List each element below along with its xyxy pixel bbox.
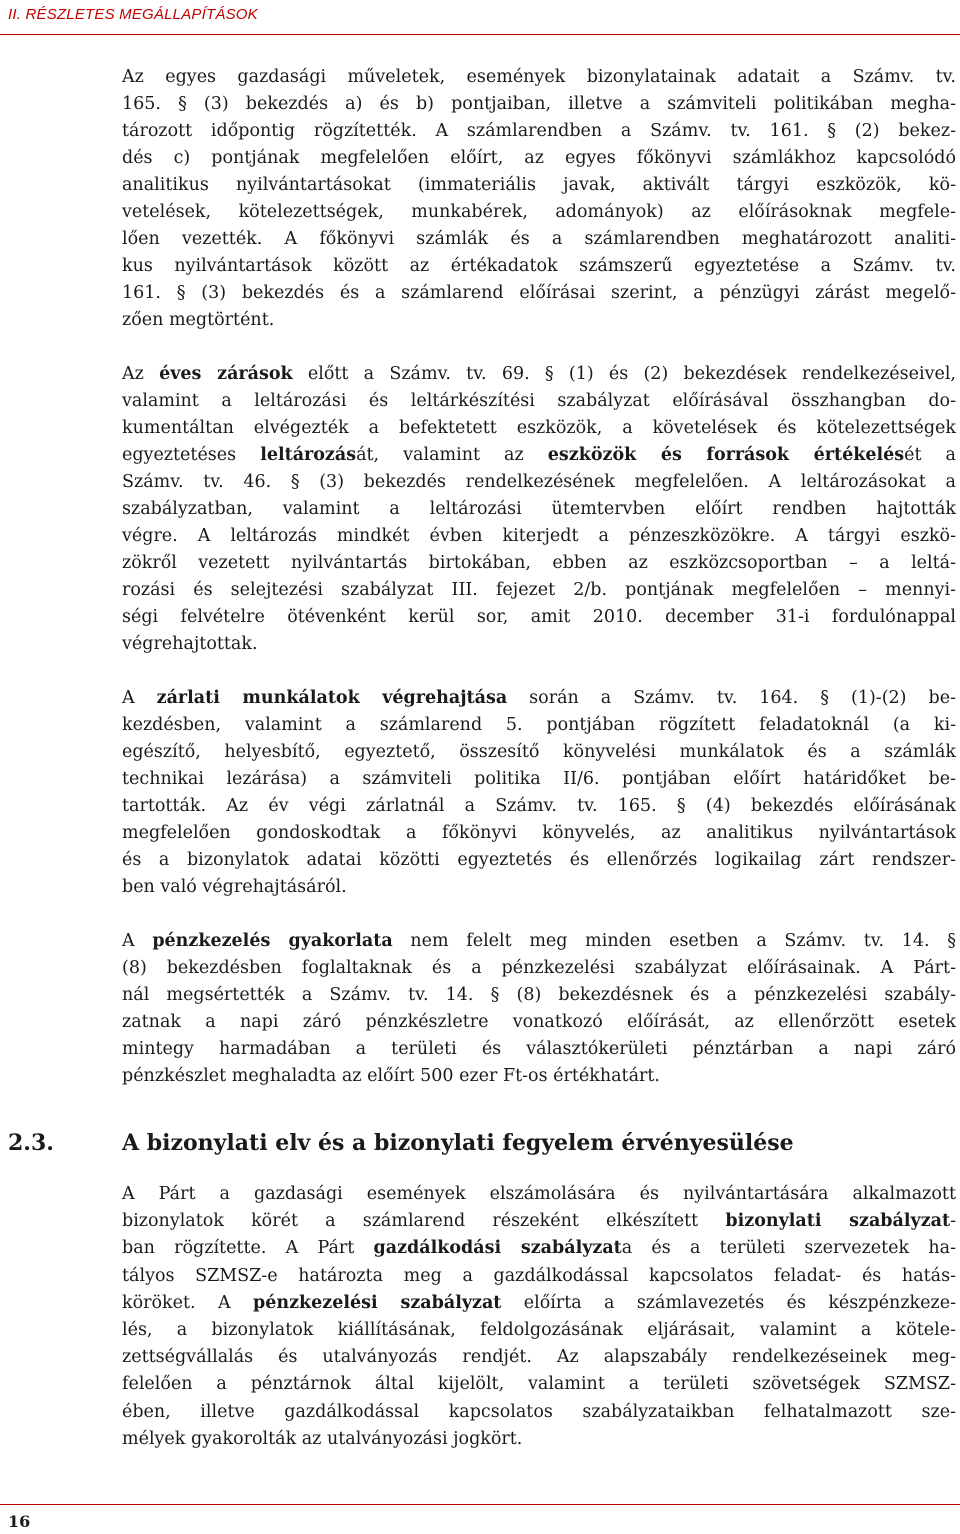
text-line: pénzkészlet meghaladta az előírt 500 ezer Ft-os értékhatárt. xyxy=(122,1066,660,1086)
text-line: 161. § (3) bekezdés és a számlarend előírásai szerint, a pénzügyi zárást megelő- xyxy=(122,283,956,303)
text-line: Az éves zárások előtt a Számv. tv. 69. § (1) és (2) bekezdések rendelkezéseivel, xyxy=(122,364,956,384)
text-line: és a bizonylatok adatai közötti egyeztetés és ellenőrzés logikailag zárt rendszer- xyxy=(122,850,956,870)
footer-divider xyxy=(0,1504,960,1505)
text-line: Számv. tv. 46. § (3) bekezdés rendelkezésének megfelelően. A leltározásokat a xyxy=(122,472,956,492)
emphasized-term: éves zárások xyxy=(159,364,293,384)
page-number: 16 xyxy=(8,1512,31,1531)
text-line: mélyek gyakorolták az utalványozási jogkört. xyxy=(122,1428,523,1449)
text-line: zökről vezetett nyilvántartás birtokában, ebben az eszközcsoportban – a leltá- xyxy=(122,553,956,573)
text-line: analitikus nyilvántartásokat (immateriális javak, aktivált tárgyi eszközök, kö- xyxy=(122,175,956,195)
text-line: kumentáltan elvégezték a befektetett eszközök, a követelések és kötelezettségek xyxy=(122,418,956,438)
running-header xyxy=(0,0,960,35)
emphasized-term: eszközök és források értékelés xyxy=(547,445,905,465)
text-line: lően vezették. A főkönyvi számlák és a számlarendben meghatározott analiti- xyxy=(122,229,956,249)
text-line: rozási és selejtezési szabályzat III. fejezet 2/b. pontjának megfelelően – mennyi- xyxy=(122,580,956,600)
text-line: (8) bekezdésben foglaltaknak és a pénzkezelési szabályzat előírásainak. A Párt- xyxy=(122,958,956,978)
text-line: kezdésben, valamint a számlarend 5. pontjában rögzített feladatoknál (a ki- xyxy=(122,715,956,735)
text-line: köröket. A pénzkezelési szabályzat előírta a számlavezetés és készpénzkeze- xyxy=(122,1292,956,1313)
text-line: végrehajtottak. xyxy=(122,634,258,654)
paragraph-3 xyxy=(122,685,956,901)
emphasized-term: leltározás xyxy=(260,445,357,465)
paragraph-4 xyxy=(122,928,956,1090)
section-body-text xyxy=(122,1181,956,1480)
text-line: egyeztetéses leltározását, valamint az eszközök és források értékelését a xyxy=(122,445,956,465)
paragraph-1 xyxy=(122,64,956,334)
text-line: valamint a leltározási és leltárkészítési szabályzat előírásával összhangban do- xyxy=(122,391,956,411)
text-line: technikai lezárása) a számviteli politika II/6. pontjában előírt határidőket be- xyxy=(122,769,956,789)
text-line: nál megsértették a Számv. tv. 14. § (8) bekezdésnek és a pénzkezelési szabály- xyxy=(122,985,956,1005)
paragraph-2 xyxy=(122,361,956,658)
text-line: 165. § (3) bekezdés a) és b) pontjaiban, illetve a számviteli politikában megha- xyxy=(122,94,956,114)
emphasized-term: zárlati munkálatok végrehajtása xyxy=(156,688,508,708)
text-line: zettségvállalás és utalványozás rendjét. Az alapszabály rendelkezéseinek meg- xyxy=(122,1347,956,1368)
section-running-title: II. RÉSZLETES MEGÁLLAPÍTÁSOK xyxy=(8,6,258,23)
emphasized-term: gazdálkodási szabályzat xyxy=(373,1238,622,1259)
text-line: végre. A leltározás mindkét évben kiterjedt a pénzeszközökre. A tárgyi eszkö- xyxy=(122,526,956,546)
text-line: felelően a pénztárnok által kijelölt, valamint a területi szövetségek SZMSZ- xyxy=(122,1374,956,1395)
text-line: egészítő, helyesbítő, egyeztető, összesítő könyvelési munkálatok és a számlák xyxy=(122,742,956,762)
text-line: zatnak a napi záró pénzkészletre vonatkozó előírását, az ellenőrzött esetek xyxy=(122,1012,956,1032)
emphasized-term: pénzkezelés gyakorlata xyxy=(152,931,393,951)
text-line: kus nyilvántartások között az értékadatok számszerű egyeztetése a Számv. tv. xyxy=(122,256,956,276)
text-line: A pénzkezelés gyakorlata nem felelt meg minden esetben a Számv. tv. 14. § xyxy=(122,931,957,951)
text-line: A zárlati munkálatok végrehajtása során a Számv. tv. 164. § (1)-(2) be- xyxy=(122,688,956,708)
text-line: tartották. Az év végi zárlatnál a Számv. tv. 165. § (4) bekezdés előírásának xyxy=(122,796,956,816)
text-line: szabályzatban, valamint a leltározási ütemtervben előírt rendben hajtották xyxy=(122,499,956,519)
text-line: lés, a bizonylatok kiállításának, feldolgozásának eljárásait, valamint a kötele- xyxy=(122,1320,956,1341)
text-line: ében, illetve gazdálkodással kapcsolatos szabályzataikban felhatalmazott sze- xyxy=(122,1401,956,1422)
text-line: tározott időpontig rögzítették. A számlarendben a Számv. tv. 161. § (2) bekez- xyxy=(122,121,956,141)
section-number: 2.3. xyxy=(8,1130,54,1156)
section-heading: A bizonylati elv és a bizonylati fegyelem érvényesülése xyxy=(122,1130,794,1156)
emphasized-term: bizonylati szabályzat xyxy=(725,1211,951,1232)
text-line: ban rögzítette. A Párt gazdálkodási szabályzata és a területi szervezetek ha- xyxy=(122,1238,956,1259)
text-line: tályos SZMSZ-e határozta meg a gazdálkodással kapcsolatos feladat- és hatás- xyxy=(122,1265,956,1286)
text-line: ben való végrehajtásáról. xyxy=(122,877,347,897)
text-line: vetelések, kötelezettségek, munkabérek, adományok) az előírásoknak megfele- xyxy=(122,202,956,222)
text-line: bizonylatok körét a számlarend részeként elkészített bizonylati szabályzat- xyxy=(122,1211,956,1232)
body-text xyxy=(122,64,956,1117)
text-line: ségi felvételre ötévenként kerül sor, amit 2010. december 31-i fordulónappal xyxy=(122,607,956,627)
text-line: mintegy harmadában a területi és választókerületi pénztárban a napi záró xyxy=(122,1039,956,1059)
text-line: A Párt a gazdasági események elszámolására és nyilvántartására alkalmazott xyxy=(122,1184,956,1204)
text-line: megfelelően gondoskodtak a főkönyvi könyvelés, az analitikus nyilvántartások xyxy=(122,823,956,843)
text-line: Az egyes gazdasági műveletek, események bizonylatainak adatait a Számv. tv. xyxy=(122,67,956,87)
section-paragraph-1 xyxy=(122,1181,956,1453)
text-line: dés c) pontjának megfelelően előírt, az egyes főkönyvi számlákhoz kapcsolódó xyxy=(122,148,956,168)
text-line: zően megtörtént. xyxy=(122,310,275,330)
emphasized-term: pénzkezelési szabályzat xyxy=(252,1292,502,1313)
